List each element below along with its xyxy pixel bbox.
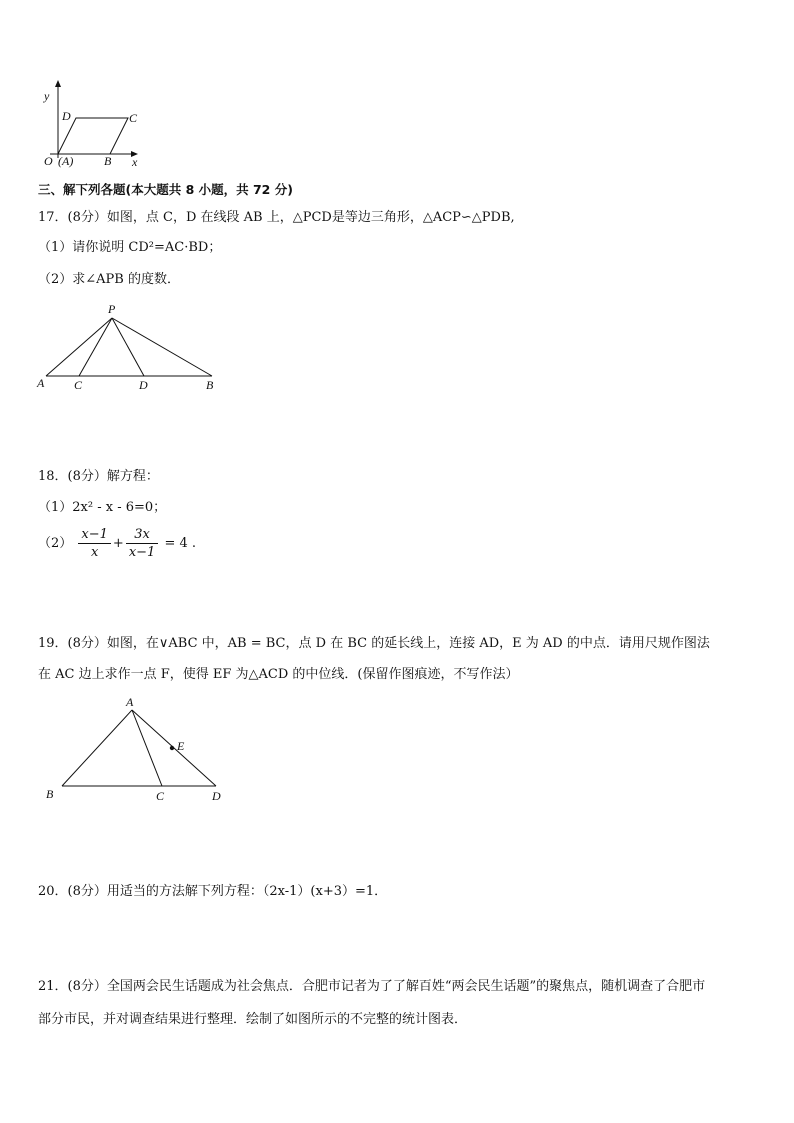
q18-part2-label: （2） (38, 536, 73, 551)
equation-rhs: = 4 . (164, 536, 197, 551)
label-origin: O (44, 154, 53, 168)
segment-pa (46, 318, 112, 376)
q18-stem: 18．(8分）解方程： (38, 469, 159, 484)
q18-part2 (38, 526, 196, 562)
label-c: C (129, 111, 138, 125)
segment-ac (132, 710, 162, 786)
segment-ab (62, 710, 132, 786)
q18-fraction-1 (78, 526, 111, 561)
label-b: B (206, 378, 214, 392)
label-a: (A) (58, 154, 74, 168)
q17-figure (34, 298, 224, 396)
q17-part2: （2）求∠APB 的度数． (38, 272, 180, 287)
label-b: B (104, 154, 112, 168)
label-b: B (46, 787, 54, 801)
q18-part1: （1）2x² - x - 6=0； (38, 500, 167, 515)
point-e (170, 746, 174, 750)
y-axis-arrow (55, 80, 61, 87)
label-c: C (156, 789, 165, 803)
fraction-1-denominator: x (91, 545, 99, 560)
q21-line1: 21．(8分）全国两会民生话题成为社会焦点．合肥市记者为了了解百姓“两会民生话题”的聚焦点，随机调查了合肥市 (38, 979, 706, 994)
label-d: D (139, 378, 148, 392)
q17-part1: （1）请你说明 CD²=AC·BD； (38, 240, 222, 255)
q19-line2: 在 AC 边上求作一点 F，使得 EF 为△ACD 的中位线．(保留作图痕迹，不写作法） (38, 667, 519, 682)
segment-pd (112, 318, 144, 376)
label-d: D (62, 109, 71, 123)
label-e: E (177, 739, 185, 753)
q18-fraction-2 (126, 526, 159, 561)
q19-figure (40, 694, 230, 806)
q17-stem: 17．(8分）如图，点 C，D 在线段 AB 上，△PCD是等边三角形，△ACP∽△PDB, (38, 210, 515, 225)
parallelogram-figure (30, 78, 150, 170)
label-a: A (37, 376, 45, 390)
label-y: y (44, 89, 50, 103)
q21-line2: 部分市民，并对调查结果进行整理．绘制了如图所示的不完整的统计图表． (38, 1012, 468, 1027)
fraction-1-numerator: x−1 (78, 526, 111, 544)
q20-text: 20．(8分）用适当的方法解下列方程：（2x-1）(x+3）=1． (38, 884, 388, 899)
fraction-2-numerator: 3x (126, 526, 159, 544)
label-x: x (132, 155, 138, 169)
plus-sign: + (112, 536, 124, 551)
label-d: D (212, 789, 221, 803)
segment-pb (112, 318, 212, 376)
segment-pc (79, 318, 112, 376)
label-a: A (126, 695, 134, 709)
label-p: P (108, 302, 116, 316)
fraction-2-denominator: x−1 (128, 545, 156, 560)
parallelogram-abcd (58, 118, 128, 154)
section-header: 三、解下列各题(本大题共 8 小题，共 72 分) (38, 182, 293, 197)
label-c: C (74, 378, 83, 392)
q19-line1: 19．(8分）如图，在∨ABC 中，AB = BC，点 D 在 BC 的延长线上，连接 AD，E 为 AD 的中点．请用尺规作图法 (38, 636, 710, 651)
